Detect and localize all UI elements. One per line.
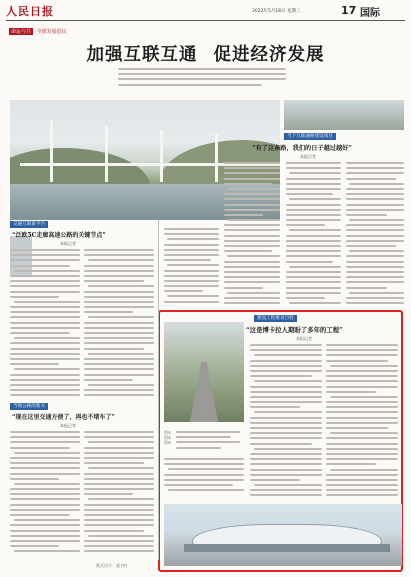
road-photo bbox=[164, 322, 244, 422]
headline-part1: 加强互联互通 bbox=[86, 45, 198, 65]
section-title-top-right: “有了这条路，我们的日子越过越好” bbox=[252, 145, 352, 152]
section-title-left-bottom: “现在这里交通方便了，再也不堵车了” bbox=[12, 414, 115, 421]
caption-3: 图③ bbox=[164, 440, 172, 445]
middle-col bbox=[164, 228, 219, 304]
issue-date: 2022年5月18日 星期三 bbox=[252, 9, 301, 14]
deck-text bbox=[118, 68, 286, 94]
byline-highlight: 本报记者 bbox=[296, 336, 312, 341]
left-middle-col2 bbox=[84, 249, 154, 399]
left-bottom-col2 bbox=[84, 431, 154, 556]
column-divider bbox=[158, 220, 159, 560]
byline-left-middle: 本报记者 bbox=[60, 241, 76, 246]
page-column: 国际 bbox=[360, 8, 380, 19]
highlight-col2 bbox=[326, 344, 398, 496]
caption-text bbox=[176, 431, 240, 453]
top-right-col0 bbox=[224, 162, 280, 304]
series-kicker bbox=[9, 28, 67, 35]
left-middle-col1 bbox=[10, 249, 80, 399]
left-bottom-col1 bbox=[10, 431, 80, 556]
newspaper-logo: 人民日报 bbox=[6, 5, 54, 18]
page-number: 17 bbox=[341, 4, 357, 17]
byline-top-right: 本报记者 bbox=[300, 154, 316, 159]
section-tag-top-right: 当下互联通路建设项目 bbox=[284, 133, 336, 140]
section-tag-left-middle: 交通互联新平台 bbox=[10, 221, 48, 228]
page-headline bbox=[0, 41, 411, 66]
section-title-left-middle: “泛欧5C走廊高速公路的关键节点” bbox=[12, 232, 106, 239]
series-title: ·全球发展倡议 bbox=[35, 29, 67, 35]
top-right-photo bbox=[284, 100, 404, 130]
layout-credit: 版式设计：庞书红 bbox=[96, 563, 128, 568]
caption-1: 图① bbox=[164, 430, 172, 435]
series-badge: 命运与共 bbox=[11, 29, 32, 35]
section-tag-highlight: 建设工程惠及百姓 bbox=[254, 315, 297, 322]
top-right-col2 bbox=[346, 162, 404, 304]
highlight-col0 bbox=[164, 458, 244, 498]
top-right-col1 bbox=[286, 162, 341, 304]
highlight-col1 bbox=[250, 344, 322, 496]
headline-part2: 促进经济发展 bbox=[213, 45, 325, 65]
stadium-photo bbox=[164, 504, 402, 566]
caption-2: 图② bbox=[164, 435, 172, 440]
section-tag-left-bottom: 当地公路的新方 bbox=[10, 403, 48, 410]
section-title-highlight: “这是博卡拉人期盼了多年的工程” bbox=[246, 326, 343, 334]
byline-left-bottom: 本报记者 bbox=[60, 423, 76, 428]
masthead bbox=[6, 3, 405, 21]
